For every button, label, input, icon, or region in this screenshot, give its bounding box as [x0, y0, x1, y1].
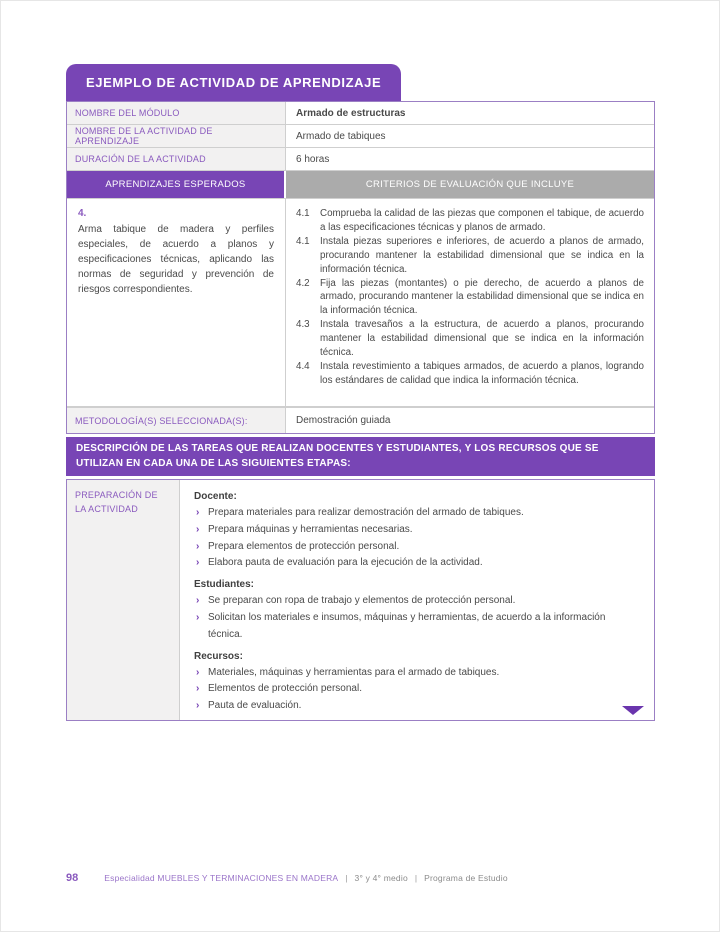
criterion-item: [296, 318, 644, 360]
footer-program-name: Programa de Estudio: [424, 873, 508, 883]
list-item: › Materiales, máquinas y herramientas para el armado de tabiques.: [194, 665, 640, 682]
table-row-methodology: [67, 407, 654, 433]
teacher-section-heading: Docente:: [194, 491, 237, 502]
criterion-number: 4.1: [296, 235, 310, 247]
list-item: › Pauta de evaluación.: [194, 698, 640, 715]
list-item: › Prepara máquinas y herramientas necesarias.: [194, 522, 640, 539]
expected-learning-header: APRENDIZAJES ESPERADOS: [67, 171, 286, 198]
page-title: EJEMPLO DE ACTIVIDAD DE APRENDIZAJE: [86, 75, 382, 90]
criterion-text: Instala travesaños a la estructura, de acuerdo a planos, procurando mantener la estabilidad dimensional que se indica en la información técnica.: [320, 319, 644, 359]
criterion-text: Instala piezas superiores e inferiores, de acuerdo a planos de armado, procurando mantener la estabilidad dimensional que se indica en la información técnica.: [320, 235, 644, 275]
teacher-task-list: [194, 505, 640, 572]
preparation-content: [179, 480, 654, 720]
list-item: › Elabora pauta de evaluación para la ejecución de la actividad.: [194, 555, 640, 572]
criterion-number: 4.2: [296, 277, 310, 289]
duration-label: DURACIÓN DE LA ACTIVIDAD: [67, 148, 286, 170]
list-item: › Se preparan con ropa de trabajo y elementos de protección personal.: [194, 593, 640, 610]
list-item: › Solicitan los materiales e insumos, máquinas y herramientas, de acuerdo a la información técnica.: [194, 610, 640, 644]
table-row-module-name: [67, 102, 654, 125]
resources-section-heading: Recursos:: [194, 650, 243, 662]
activity-info-table: [66, 101, 655, 434]
module-name-value: Armado de estructuras: [296, 107, 406, 119]
resources-list: [194, 665, 640, 715]
expected-learning-cell: [67, 199, 286, 406]
criterion-item: [296, 207, 644, 235]
page-number: 98: [66, 872, 79, 884]
continuation-arrow-icon: [622, 706, 644, 715]
footer-separator: |: [414, 873, 418, 883]
students-task-list: [194, 593, 640, 643]
criterion-text: Fija las piezas (montantes) o pie derecho, de acuerdo a planos de armado, procurando mantener la estabilidad dimensional que se indica en la información técnica.: [320, 277, 644, 317]
criterion-number: 4.3: [296, 319, 310, 331]
preparation-stage-label: PREPARACIÓN DE LA ACTIVIDAD: [67, 480, 179, 720]
students-section-heading: Estudiantes:: [194, 579, 255, 591]
methodology-label: METODOLOGÍA(S) SELECCIONADA(S):: [67, 408, 286, 433]
duration-value: 6 horas: [296, 153, 330, 165]
criterion-item: [296, 277, 644, 319]
table-row-activity-name: [67, 125, 654, 148]
criterion-number: 4.4: [296, 360, 310, 372]
evaluation-criteria-cell: [286, 199, 654, 406]
module-name-label: NOMBRE DEL MÓDULO: [67, 102, 286, 124]
criterion-text: Instala revestimiento a tabiques armados, de acuerdo a planos, logrando los estándares de calidad que indica la información técnica.: [320, 360, 644, 386]
tasks-description-banner: DESCRIPCIÓN DE LAS TAREAS QUE REALIZAN DOCENTES Y ESTUDIANTES, Y LOS RECURSOS QUE SE UTILIZAN EN CADA UNA DE LAS SIGUIENTES ETAPAS:: [66, 437, 655, 476]
document-page: [66, 64, 655, 721]
methodology-value: Demostración guiada: [296, 415, 391, 426]
table-row-duration: [67, 148, 654, 171]
criterion-number: 4.1: [296, 208, 310, 219]
evaluation-criteria-header: CRITERIOS DE EVALUACIÓN QUE INCLUYE: [286, 171, 654, 198]
learning-text: Arma tabique de madera y perfiles especiales, de acuerdo a planos y especificaciones técnicas, aplicando las normas de seguridad y prevención de riesgos correspondientes.: [78, 224, 274, 295]
learning-number: 4.: [78, 208, 87, 219]
learning-criteria-row: [67, 198, 654, 407]
footer-specialty: Especialidad MUEBLES Y TERMINACIONES EN MADERA: [104, 873, 339, 883]
list-item: › Elementos de protección personal.: [194, 681, 640, 698]
list-item: › Prepara elementos de protección personal.: [194, 539, 640, 556]
activity-name-value: Armado de tabiques: [296, 130, 386, 142]
list-item: › Prepara materiales para realizar demostración del armado de tabiques.: [194, 505, 640, 522]
page-footer: [66, 872, 508, 884]
footer-separator: |: [345, 873, 348, 883]
criterion-item: [296, 235, 644, 277]
document-title-badge: [66, 64, 401, 101]
table-column-headers: [67, 171, 654, 198]
criterion-item: [296, 360, 644, 388]
preparation-table: [66, 479, 655, 721]
activity-name-label: NOMBRE DE LA ACTIVIDAD DE APRENDIZAJE: [67, 125, 286, 147]
footer-grade-level: 3° y 4° medio: [354, 873, 408, 883]
criterion-text: Comprueba la calidad de las piezas que componen el tabique, de acuerdo a las especificaciones técnicas y planos de armado.: [320, 208, 644, 233]
